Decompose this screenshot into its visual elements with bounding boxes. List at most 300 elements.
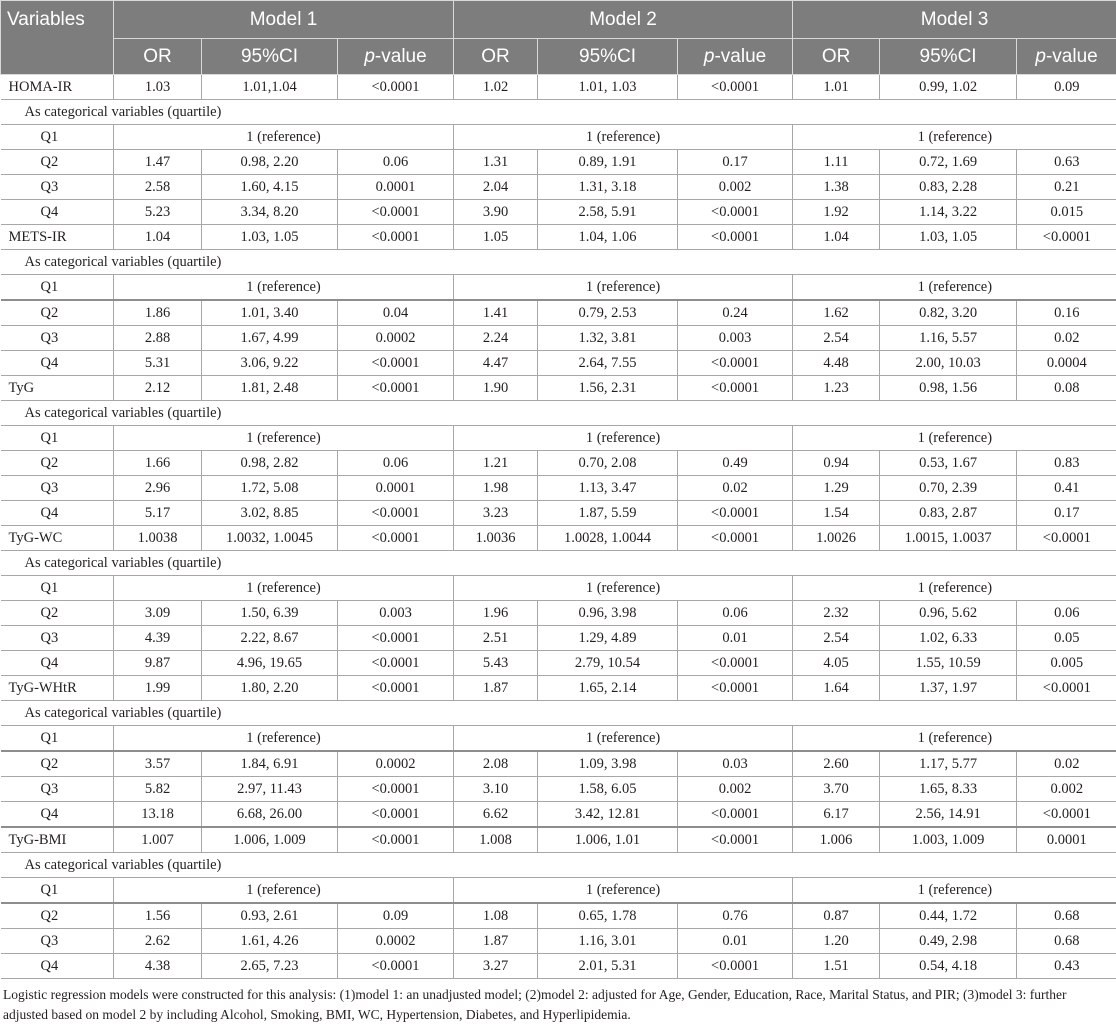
ci-cell: 0.96, 3.98 — [538, 601, 678, 626]
table-row — [1, 651, 1116, 676]
or-cell: 1.29 — [793, 476, 880, 501]
ci-cell: 1.01,1.04 — [202, 75, 338, 100]
table-row — [1, 401, 1116, 426]
reference-cell: 1 (reference) — [114, 275, 454, 301]
ci-cell: 1.65, 8.33 — [880, 777, 1017, 802]
or-cell: 0.94 — [793, 451, 880, 476]
p-value-cell: 0.0004 — [1017, 351, 1116, 376]
or-cell: 1.007 — [114, 827, 202, 853]
p-value-cell: <0.0001 — [678, 351, 793, 376]
quartile-label: Q1 — [1, 726, 114, 752]
p-value-cell: 0.49 — [678, 451, 793, 476]
ci-cell: 0.89, 1.91 — [538, 150, 678, 175]
ci-cell: 2.64, 7.55 — [538, 351, 678, 376]
p-value-cell: 0.005 — [1017, 651, 1116, 676]
table-header — [1, 1, 1116, 75]
or-cell: 1.0036 — [454, 526, 538, 551]
table-row — [1, 802, 1116, 828]
reference-cell: 1 (reference) — [114, 426, 454, 451]
table-row — [1, 125, 1116, 150]
or-cell: 1.86 — [114, 300, 202, 326]
or-cell: 1.31 — [454, 150, 538, 175]
p-value-cell: 0.16 — [1017, 300, 1116, 326]
reference-cell: 1 (reference) — [114, 576, 454, 601]
ci-cell: 1.01, 3.40 — [202, 300, 338, 326]
table-row — [1, 526, 1116, 551]
reference-cell: 1 (reference) — [114, 125, 454, 150]
or-cell: 2.58 — [114, 175, 202, 200]
category-label: As categorical variables (quartile) — [1, 701, 1116, 726]
variables-header: Variables — [1, 1, 114, 75]
or-cell: 1.03 — [114, 75, 202, 100]
reference-cell: 1 (reference) — [793, 426, 1116, 451]
quartile-label: Q3 — [1, 777, 114, 802]
or-cell: 1.04 — [793, 225, 880, 250]
or-cell: 2.04 — [454, 175, 538, 200]
p-value-cell: 0.0001 — [338, 175, 454, 200]
p-value-cell: <0.0001 — [338, 351, 454, 376]
or-cell: 1.47 — [114, 150, 202, 175]
or-cell: 6.17 — [793, 802, 880, 828]
or-cell: 1.08 — [454, 903, 538, 929]
ci-cell: 2.00, 10.03 — [880, 351, 1017, 376]
table-row — [1, 275, 1116, 301]
or-cell: 1.92 — [793, 200, 880, 225]
or-cell: 1.51 — [793, 954, 880, 979]
ci-cell: 1.37, 1.97 — [880, 676, 1017, 701]
p-value-cell: <0.0001 — [1017, 526, 1116, 551]
table-row — [1, 75, 1116, 100]
or-cell: 1.66 — [114, 451, 202, 476]
p-value-cell: 0.68 — [1017, 903, 1116, 929]
p-value-cell: <0.0001 — [678, 225, 793, 250]
table-row — [1, 726, 1116, 752]
table-row — [1, 351, 1116, 376]
quartile-label: Q1 — [1, 125, 114, 150]
ci-cell: 1.31, 3.18 — [538, 175, 678, 200]
table-row — [1, 878, 1116, 904]
ci-cell: 2.56, 14.91 — [880, 802, 1017, 828]
table-row — [1, 903, 1116, 929]
p-value-cell: 0.09 — [1017, 75, 1116, 100]
or-cell: 1.98 — [454, 476, 538, 501]
footnote: Logistic regression models were constructed for this analysis: (1)model 1: an unadjusted model; (2)model 2: adjusted for Age, Gender, Education, Race, Marital Status, and PIR; (3)model 3: further adjusted based on model 2 by including Alcohol, Smoking, BMI, WC, Hypertension, Diabetes, and Hyperlipidemia. — [3, 985, 1113, 1025]
or-cell: 2.96 — [114, 476, 202, 501]
quartile-label: Q2 — [1, 451, 114, 476]
table-row — [1, 626, 1116, 651]
ci-cell: 2.65, 7.23 — [202, 954, 338, 979]
ci-cell: 0.93, 2.61 — [202, 903, 338, 929]
table-row — [1, 175, 1116, 200]
ci-cell: 1.003, 1.009 — [880, 827, 1017, 853]
p-value-cell: 0.43 — [1017, 954, 1116, 979]
or-cell: 1.20 — [793, 929, 880, 954]
ci-cell: 3.34, 8.20 — [202, 200, 338, 225]
category-label: As categorical variables (quartile) — [1, 401, 1116, 426]
quartile-label: Q1 — [1, 576, 114, 601]
category-label: As categorical variables (quartile) — [1, 250, 1116, 275]
p-value-cell: 0.003 — [338, 601, 454, 626]
quartile-label: Q2 — [1, 300, 114, 326]
ci-header: 95%CI — [538, 39, 678, 75]
ci-cell: 6.68, 26.00 — [202, 802, 338, 828]
p-value-cell: 0.24 — [678, 300, 793, 326]
table-row — [1, 777, 1116, 802]
table-row — [1, 701, 1116, 726]
or-cell: 2.32 — [793, 601, 880, 626]
ci-cell: 1.29, 4.89 — [538, 626, 678, 651]
ci-cell: 0.44, 1.72 — [880, 903, 1017, 929]
quartile-label: Q3 — [1, 626, 114, 651]
ci-cell: 1.16, 3.01 — [538, 929, 678, 954]
or-cell: 6.62 — [454, 802, 538, 828]
or-cell: 4.47 — [454, 351, 538, 376]
or-cell: 3.23 — [454, 501, 538, 526]
p-value-header: p-value — [338, 39, 454, 75]
p-value-cell: 0.04 — [338, 300, 454, 326]
reference-cell: 1 (reference) — [793, 125, 1116, 150]
p-value-cell: <0.0001 — [1017, 225, 1116, 250]
ci-cell: 1.87, 5.59 — [538, 501, 678, 526]
or-header: OR — [114, 39, 202, 75]
table-row — [1, 200, 1116, 225]
category-label: As categorical variables (quartile) — [1, 100, 1116, 125]
or-cell: 1.90 — [454, 376, 538, 401]
ci-cell: 0.70, 2.39 — [880, 476, 1017, 501]
or-cell: 1.11 — [793, 150, 880, 175]
ci-cell: 1.16, 5.57 — [880, 326, 1017, 351]
table-row — [1, 451, 1116, 476]
or-cell: 5.82 — [114, 777, 202, 802]
table-row — [1, 929, 1116, 954]
table-row — [1, 376, 1116, 401]
p-value-cell: <0.0001 — [1017, 802, 1116, 828]
or-cell: 1.0038 — [114, 526, 202, 551]
reference-cell: 1 (reference) — [114, 878, 454, 904]
ci-cell: 1.56, 2.31 — [538, 376, 678, 401]
p-value-cell: 0.41 — [1017, 476, 1116, 501]
or-cell: 1.38 — [793, 175, 880, 200]
model-2-header: Model 2 — [454, 1, 793, 39]
or-cell: 1.62 — [793, 300, 880, 326]
ci-cell: 1.006, 1.009 — [202, 827, 338, 853]
or-cell: 1.006 — [793, 827, 880, 853]
ci-cell: 0.49, 2.98 — [880, 929, 1017, 954]
or-cell: 2.62 — [114, 929, 202, 954]
p-value-cell: <0.0001 — [678, 200, 793, 225]
p-value-cell: 0.01 — [678, 929, 793, 954]
quartile-label: Q2 — [1, 751, 114, 777]
ci-cell: 1.80, 2.20 — [202, 676, 338, 701]
p-value-cell: 0.06 — [338, 150, 454, 175]
ci-cell: 2.01, 5.31 — [538, 954, 678, 979]
p-value-cell: <0.0001 — [1017, 676, 1116, 701]
table-row — [1, 501, 1116, 526]
ci-cell: 0.98, 2.82 — [202, 451, 338, 476]
or-cell: 2.54 — [793, 326, 880, 351]
p-value-cell: <0.0001 — [678, 954, 793, 979]
p-value-cell: 0.21 — [1017, 175, 1116, 200]
p-value-cell: 0.01 — [678, 626, 793, 651]
or-cell: 1.54 — [793, 501, 880, 526]
p-value-cell: 0.09 — [338, 903, 454, 929]
ci-cell: 1.14, 3.22 — [880, 200, 1017, 225]
p-value-cell: <0.0001 — [678, 376, 793, 401]
ci-cell: 1.32, 3.81 — [538, 326, 678, 351]
p-value-cell: 0.0001 — [338, 476, 454, 501]
reference-cell: 1 (reference) — [114, 726, 454, 752]
ci-cell: 2.58, 5.91 — [538, 200, 678, 225]
p-value-cell: 0.003 — [678, 326, 793, 351]
ci-cell: 1.0028, 1.0044 — [538, 526, 678, 551]
or-cell: 3.70 — [793, 777, 880, 802]
quartile-label: Q4 — [1, 954, 114, 979]
ci-cell: 2.79, 10.54 — [538, 651, 678, 676]
variable-name: TyG-BMI — [1, 827, 114, 853]
p-value-cell: <0.0001 — [678, 676, 793, 701]
table-row — [1, 853, 1116, 878]
variable-name: TyG-WHtR — [1, 676, 114, 701]
quartile-label: Q1 — [1, 878, 114, 904]
or-cell: 5.43 — [454, 651, 538, 676]
ci-cell: 3.06, 9.22 — [202, 351, 338, 376]
p-value-cell: <0.0001 — [678, 827, 793, 853]
quartile-label: Q4 — [1, 651, 114, 676]
variable-name: TyG-WC — [1, 526, 114, 551]
table-row — [1, 476, 1116, 501]
or-cell: 2.88 — [114, 326, 202, 351]
quartile-label: Q3 — [1, 929, 114, 954]
p-value-cell: <0.0001 — [338, 954, 454, 979]
p-value-cell: 0.17 — [678, 150, 793, 175]
ci-cell: 1.81, 2.48 — [202, 376, 338, 401]
reference-cell: 1 (reference) — [793, 275, 1116, 301]
p-value-cell: 0.0001 — [1017, 827, 1116, 853]
table-row — [1, 751, 1116, 777]
or-cell: 1.008 — [454, 827, 538, 853]
p-value-cell: 0.06 — [338, 451, 454, 476]
p-value-cell: <0.0001 — [678, 526, 793, 551]
p-value-cell: 0.0002 — [338, 929, 454, 954]
or-cell: 2.60 — [793, 751, 880, 777]
table-row — [1, 326, 1116, 351]
variable-name: TyG — [1, 376, 114, 401]
ci-cell: 1.58, 6.05 — [538, 777, 678, 802]
ci-cell: 1.0032, 1.0045 — [202, 526, 338, 551]
p-value-cell: 0.08 — [1017, 376, 1116, 401]
or-cell: 1.96 — [454, 601, 538, 626]
table-row — [1, 300, 1116, 326]
p-value-cell: <0.0001 — [338, 802, 454, 828]
p-value-cell: 0.05 — [1017, 626, 1116, 651]
variable-name: METS-IR — [1, 225, 114, 250]
quartile-label: Q1 — [1, 275, 114, 301]
category-label: As categorical variables (quartile) — [1, 853, 1116, 878]
or-cell: 1.21 — [454, 451, 538, 476]
quartile-label: Q4 — [1, 501, 114, 526]
reference-cell: 1 (reference) — [793, 878, 1116, 904]
reference-cell: 1 (reference) — [454, 726, 793, 752]
ci-cell: 0.98, 1.56 — [880, 376, 1017, 401]
or-header: OR — [454, 39, 538, 75]
ci-cell: 1.17, 5.77 — [880, 751, 1017, 777]
p-value-cell: <0.0001 — [338, 200, 454, 225]
ci-cell: 0.72, 1.69 — [880, 150, 1017, 175]
table-row — [1, 827, 1116, 853]
or-cell: 1.0026 — [793, 526, 880, 551]
ci-cell: 3.02, 8.85 — [202, 501, 338, 526]
model-3-header: Model 3 — [793, 1, 1116, 39]
reference-cell: 1 (reference) — [793, 726, 1116, 752]
or-cell: 1.23 — [793, 376, 880, 401]
p-value-cell: 0.63 — [1017, 150, 1116, 175]
ci-cell: 4.96, 19.65 — [202, 651, 338, 676]
p-value-cell: 0.68 — [1017, 929, 1116, 954]
or-cell: 2.54 — [793, 626, 880, 651]
reference-cell: 1 (reference) — [454, 576, 793, 601]
p-value-cell: <0.0001 — [338, 225, 454, 250]
reference-cell: 1 (reference) — [454, 426, 793, 451]
or-cell: 1.05 — [454, 225, 538, 250]
p-value-cell: 0.76 — [678, 903, 793, 929]
ci-cell: 1.50, 6.39 — [202, 601, 338, 626]
p-value-cell: <0.0001 — [338, 376, 454, 401]
p-value-cell: 0.06 — [678, 601, 793, 626]
reference-cell: 1 (reference) — [454, 275, 793, 301]
p-value-cell: 0.015 — [1017, 200, 1116, 225]
ci-cell: 2.22, 8.67 — [202, 626, 338, 651]
or-header: OR — [793, 39, 880, 75]
p-value-cell: 0.002 — [678, 777, 793, 802]
or-cell: 3.27 — [454, 954, 538, 979]
p-value-cell: 0.02 — [678, 476, 793, 501]
table-row — [1, 551, 1116, 576]
ci-cell: 1.0015, 1.0037 — [880, 526, 1017, 551]
or-cell: 2.08 — [454, 751, 538, 777]
ci-cell: 2.97, 11.43 — [202, 777, 338, 802]
p-value-cell: <0.0001 — [678, 651, 793, 676]
ci-header: 95%CI — [880, 39, 1017, 75]
ci-cell: 0.70, 2.08 — [538, 451, 678, 476]
ci-cell: 0.83, 2.28 — [880, 175, 1017, 200]
ci-cell: 1.67, 4.99 — [202, 326, 338, 351]
ci-cell: 1.65, 2.14 — [538, 676, 678, 701]
ci-cell: 1.006, 1.01 — [538, 827, 678, 853]
or-cell: 1.02 — [454, 75, 538, 100]
p-value-cell: <0.0001 — [338, 676, 454, 701]
or-cell: 3.90 — [454, 200, 538, 225]
quartile-label: Q4 — [1, 802, 114, 828]
or-cell: 1.01 — [793, 75, 880, 100]
ci-cell: 0.82, 3.20 — [880, 300, 1017, 326]
p-value-cell: <0.0001 — [338, 626, 454, 651]
p-value-cell: 0.0002 — [338, 326, 454, 351]
reference-cell: 1 (reference) — [454, 878, 793, 904]
table-row — [1, 100, 1116, 125]
or-cell: 4.38 — [114, 954, 202, 979]
or-cell: 13.18 — [114, 802, 202, 828]
or-cell: 3.09 — [114, 601, 202, 626]
ci-cell: 1.72, 5.08 — [202, 476, 338, 501]
ci-cell: 1.04, 1.06 — [538, 225, 678, 250]
ci-cell: 1.84, 6.91 — [202, 751, 338, 777]
p-value-cell: <0.0001 — [338, 651, 454, 676]
or-cell: 3.57 — [114, 751, 202, 777]
ci-header: 95%CI — [202, 39, 338, 75]
or-cell: 5.23 — [114, 200, 202, 225]
p-value-cell: <0.0001 — [678, 802, 793, 828]
quartile-label: Q1 — [1, 426, 114, 451]
reference-cell: 1 (reference) — [793, 576, 1116, 601]
variable-name: HOMA-IR — [1, 75, 114, 100]
p-value-cell: 0.03 — [678, 751, 793, 777]
p-value-cell: <0.0001 — [338, 526, 454, 551]
table-body — [1, 75, 1116, 979]
ci-cell: 1.60, 4.15 — [202, 175, 338, 200]
quartile-label: Q3 — [1, 476, 114, 501]
p-value-cell: <0.0001 — [338, 827, 454, 853]
p-value-header: p-value — [678, 39, 793, 75]
table-row — [1, 250, 1116, 275]
ci-cell: 0.96, 5.62 — [880, 601, 1017, 626]
or-cell: 4.39 — [114, 626, 202, 651]
quartile-label: Q3 — [1, 326, 114, 351]
table-row — [1, 576, 1116, 601]
ci-cell: 1.03, 1.05 — [880, 225, 1017, 250]
or-cell: 1.87 — [454, 676, 538, 701]
quartile-label: Q2 — [1, 150, 114, 175]
ci-cell: 1.02, 6.33 — [880, 626, 1017, 651]
table-row — [1, 676, 1116, 701]
or-cell: 2.24 — [454, 326, 538, 351]
p-value-cell: <0.0001 — [678, 501, 793, 526]
ci-cell: 0.65, 1.78 — [538, 903, 678, 929]
p-value-cell: 0.06 — [1017, 601, 1116, 626]
ci-cell: 0.53, 1.67 — [880, 451, 1017, 476]
ci-cell: 1.61, 4.26 — [202, 929, 338, 954]
table-row — [1, 225, 1116, 250]
ci-cell: 1.01, 1.03 — [538, 75, 678, 100]
p-value-header: p-value — [1017, 39, 1116, 75]
or-cell: 4.05 — [793, 651, 880, 676]
or-cell: 1.99 — [114, 676, 202, 701]
quartile-label: Q2 — [1, 601, 114, 626]
or-cell: 5.17 — [114, 501, 202, 526]
or-cell: 0.87 — [793, 903, 880, 929]
quartile-label: Q4 — [1, 200, 114, 225]
or-cell: 4.48 — [793, 351, 880, 376]
or-cell: 1.64 — [793, 676, 880, 701]
reference-cell: 1 (reference) — [454, 125, 793, 150]
or-cell: 1.56 — [114, 903, 202, 929]
p-value-cell: 0.002 — [1017, 777, 1116, 802]
p-value-cell: 0.02 — [1017, 326, 1116, 351]
ci-cell: 1.03, 1.05 — [202, 225, 338, 250]
ci-cell: 0.79, 2.53 — [538, 300, 678, 326]
or-cell: 9.87 — [114, 651, 202, 676]
or-cell: 1.41 — [454, 300, 538, 326]
quartile-label: Q3 — [1, 175, 114, 200]
ci-cell: 0.99, 1.02 — [880, 75, 1017, 100]
table-row — [1, 426, 1116, 451]
p-value-cell: 0.002 — [678, 175, 793, 200]
ci-cell: 0.54, 4.18 — [880, 954, 1017, 979]
quartile-label: Q4 — [1, 351, 114, 376]
p-value-cell: 0.02 — [1017, 751, 1116, 777]
p-value-cell: 0.83 — [1017, 451, 1116, 476]
or-cell: 2.51 — [454, 626, 538, 651]
p-value-cell: <0.0001 — [338, 777, 454, 802]
